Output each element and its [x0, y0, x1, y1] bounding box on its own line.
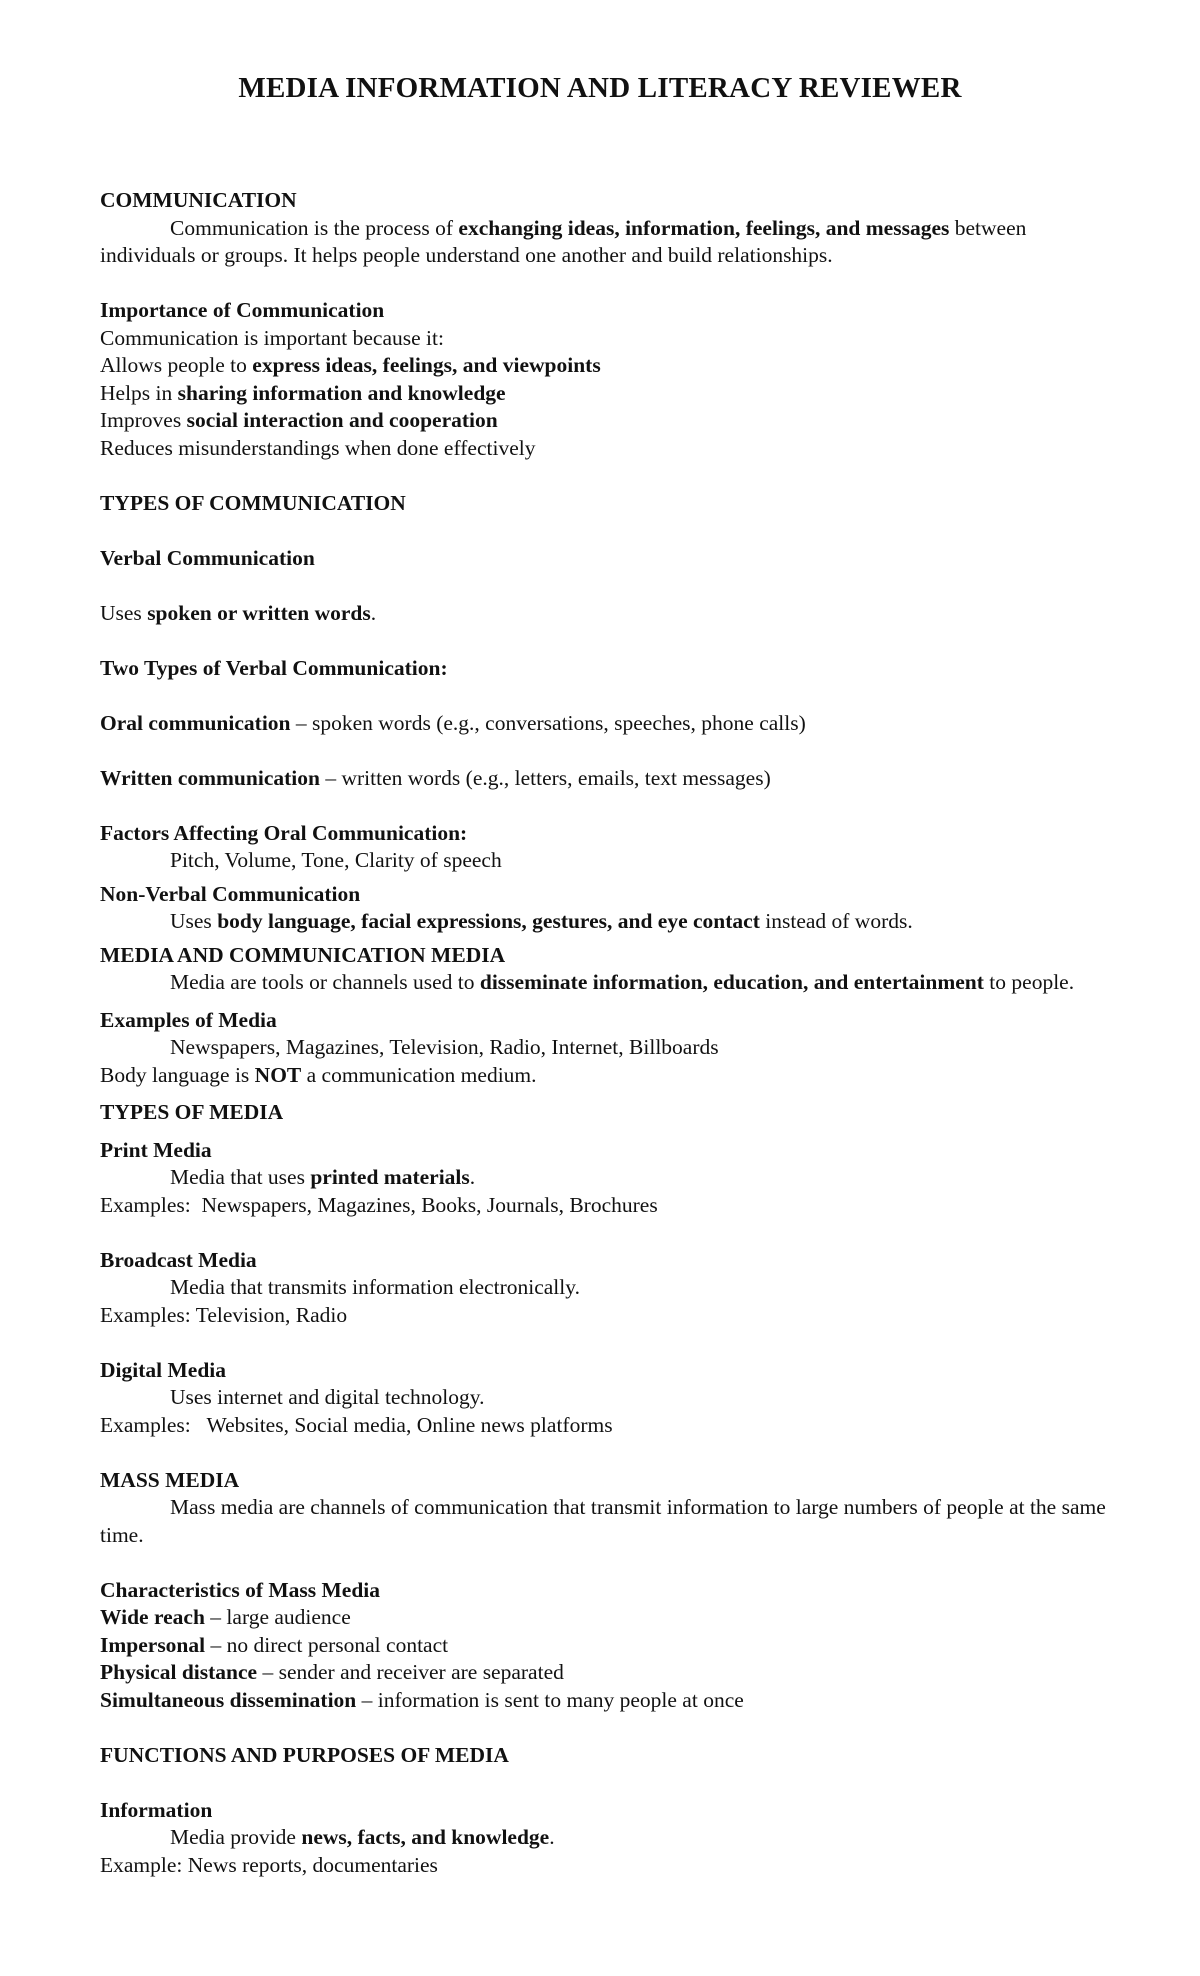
- importance-intro: Communication is important because it:: [100, 325, 444, 350]
- media-examples: Newspapers, Magazines, Television, Radio, Internet, Billboards: [170, 1035, 719, 1059]
- section-heading-media-and-communication-media: MEDIA AND COMMUNICATION MEDIA: [100, 942, 506, 967]
- importance-item: Reduces misunderstandings when done effectively: [100, 435, 536, 460]
- section-heading-functions: FUNCTIONS AND PURPOSES OF MEDIA: [100, 1742, 509, 1767]
- information-example: Example: News reports, documentaries: [100, 1852, 438, 1877]
- importance-item: Allows people to express ideas, feelings, and viewpoints: [100, 353, 601, 377]
- document-title: MEDIA INFORMATION AND LITERACY REVIEWER: [238, 72, 962, 104]
- subheading-verbal-communication: Verbal Communication: [100, 545, 315, 570]
- section-heading-types-of-communication: TYPES OF COMMUNICATION: [100, 490, 406, 515]
- oral-communication: Oral communication – spoken words (e.g., conversations, speeches, phone calls): [100, 710, 806, 735]
- print-media-definition: Media that uses printed materials.: [170, 1165, 476, 1189]
- subheading-digital-media: Digital Media: [100, 1357, 226, 1382]
- characteristic-item: Impersonal – no direct personal contact: [100, 1632, 449, 1657]
- section-heading-communication: COMMUNICATION: [100, 188, 297, 212]
- section-heading-types-of-media: TYPES OF MEDIA: [100, 1100, 284, 1124]
- print-media-examples: Examples: Newspapers, Magazines, Books, Journals, Brochures: [100, 1192, 658, 1217]
- subheading-two-types: Two Types of Verbal Communication:: [100, 655, 448, 680]
- mass-media-definition: Mass media are channels of communication that transmit information to large numbers of people at the same time.: [100, 1495, 1106, 1547]
- subheading-factors: Factors Affecting Oral Communication:: [100, 820, 468, 845]
- media-definition: Media are tools or channels used to disseminate information, education, and entertainment to people.: [170, 970, 1075, 994]
- characteristic-item: Simultaneous dissemination – information is sent to many people at once: [100, 1687, 744, 1712]
- subheading-examples-of-media: Examples of Media: [100, 1007, 277, 1032]
- written-communication: Written communication – written words (e.g., letters, emails, text messages): [100, 765, 771, 790]
- subheading-importance: Importance of Communication: [100, 298, 385, 322]
- importance-item: Helps in sharing information and knowledge: [100, 380, 506, 405]
- subheading-print-media: Print Media: [100, 1137, 212, 1162]
- factors-list: Pitch, Volume, Tone, Clarity of speech: [170, 848, 502, 872]
- subheading-nonverbal: Non-Verbal Communication: [100, 881, 361, 906]
- subheading-characteristics: Characteristics of Mass Media: [100, 1577, 381, 1602]
- body-language-note: Body language is NOT a communication medium.: [100, 1062, 537, 1087]
- verbal-definition: Uses spoken or written words.: [100, 600, 377, 625]
- digital-media-examples: Examples: Websites, Social media, Online news platforms: [100, 1412, 613, 1437]
- document-body: [100, 187, 1120, 1879]
- section-heading-mass-media: MASS MEDIA: [100, 1467, 240, 1492]
- broadcast-media-definition: Media that transmits information electronically.: [170, 1275, 580, 1299]
- nonverbal-definition: Uses body language, facial expressions, gestures, and eye contact instead of words.: [170, 909, 913, 933]
- importance-item: Improves social interaction and cooperation: [100, 408, 498, 432]
- characteristic-item: Wide reach – large audience: [100, 1605, 351, 1629]
- digital-media-definition: Uses internet and digital technology.: [170, 1385, 485, 1409]
- characteristic-item: Physical distance – sender and receiver are separated: [100, 1660, 564, 1684]
- subheading-broadcast-media: Broadcast Media: [100, 1247, 257, 1272]
- broadcast-media-examples: Examples: Television, Radio: [100, 1302, 348, 1327]
- subheading-information: Information: [100, 1797, 213, 1822]
- information-definition: Media provide news, facts, and knowledge.: [170, 1825, 555, 1849]
- communication-definition: Communication is the process of exchanging ideas, information, feelings, and messages between individuals or groups. It helps people understand one another and build relationships.: [100, 215, 1027, 267]
